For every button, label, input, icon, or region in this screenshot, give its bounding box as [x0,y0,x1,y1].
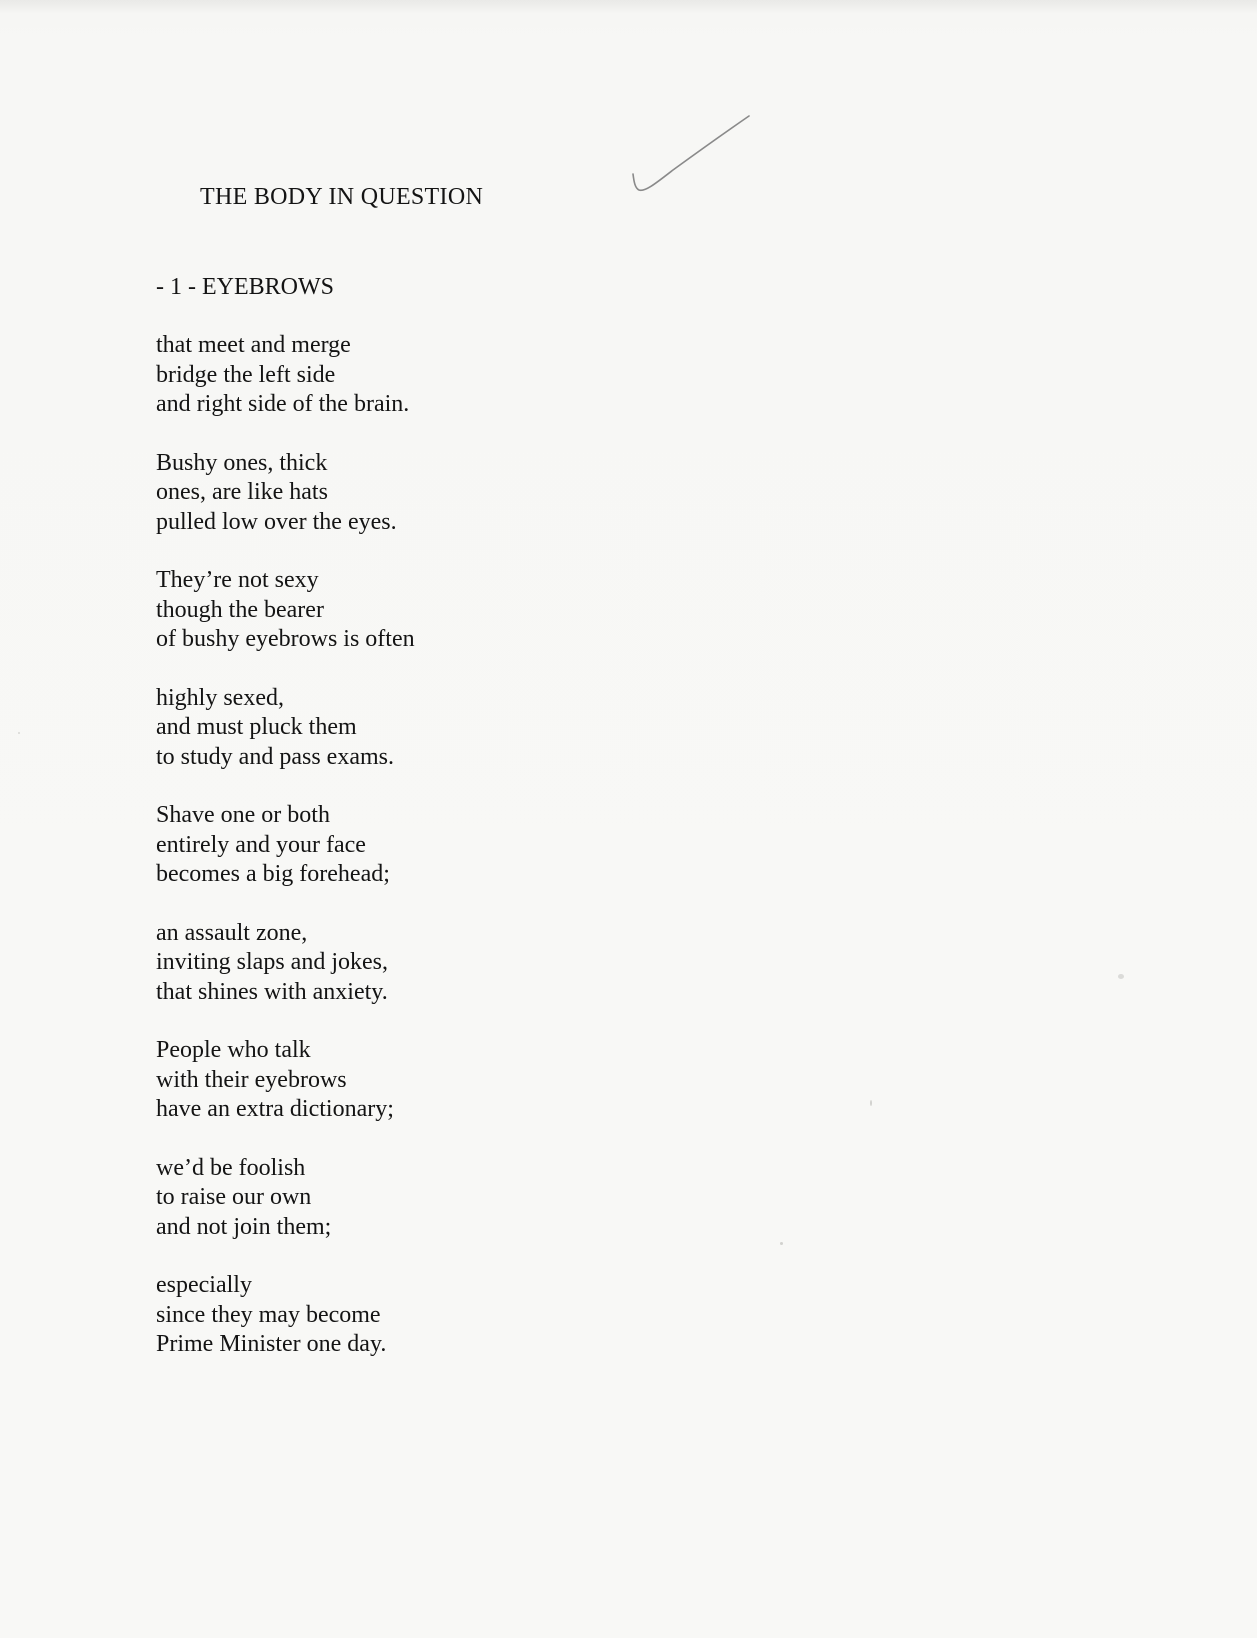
poem-line: of bushy eyebrows is often [156,626,415,652]
poem-line: Bushy ones, thick [156,449,328,476]
stanza [156,801,756,890]
poem-line: ones, are like hats [156,479,328,505]
poem-line: People who talk [156,1037,311,1063]
stanza [156,449,756,538]
scan-speck [18,732,20,734]
poem-line: highly sexed, [156,684,284,711]
stanza [156,919,756,1008]
poem-line: entirely and your face [156,831,366,858]
scan-speck [780,1242,783,1245]
poem-line: Prime Minister one day. [156,1331,387,1357]
poem-line: we’d be foolish [156,1154,306,1181]
poem-line: They’re not sexy [156,567,319,593]
poem-line: bridge the left side [156,361,336,388]
page-title: THE BODY IN QUESTION [200,184,484,210]
section-heading: - 1 - EYEBROWS [156,274,334,300]
poem-line: have an extra dictionary; [156,1096,394,1122]
poem-line: Shave one or both [156,802,330,828]
poem-line: becomes a big forehead; [156,861,390,887]
poem-body [156,331,756,1389]
check-mark-icon [625,112,755,212]
stanza [156,684,756,773]
poem-line: especially [156,1272,252,1298]
poem-line: that shines with anxiety. [156,978,388,1005]
poem-line: and must pluck them [156,714,357,740]
stanza [156,1271,756,1360]
poem-line: inviting slaps and jokes, [156,949,388,975]
poem-line: and right side of the brain. [156,391,410,417]
poem-line: an assault zone, [156,919,308,946]
stanza [156,1036,756,1125]
poem-line: pulled low over the eyes. [156,508,397,535]
poem-line: to study and pass exams. [156,743,394,770]
stanza [156,1154,756,1243]
poem-line: and not join them; [156,1213,332,1240]
stanza [156,331,756,420]
scan-speck [870,1100,872,1106]
poem-line: though the bearer [156,596,324,623]
scan-speck [1118,974,1124,979]
poem-line: with their eyebrows [156,1066,347,1093]
poem-line: that meet and merge [156,332,351,358]
poem-line: since they may become [156,1301,381,1328]
poem-line: to raise our own [156,1184,312,1210]
stanza [156,566,756,655]
